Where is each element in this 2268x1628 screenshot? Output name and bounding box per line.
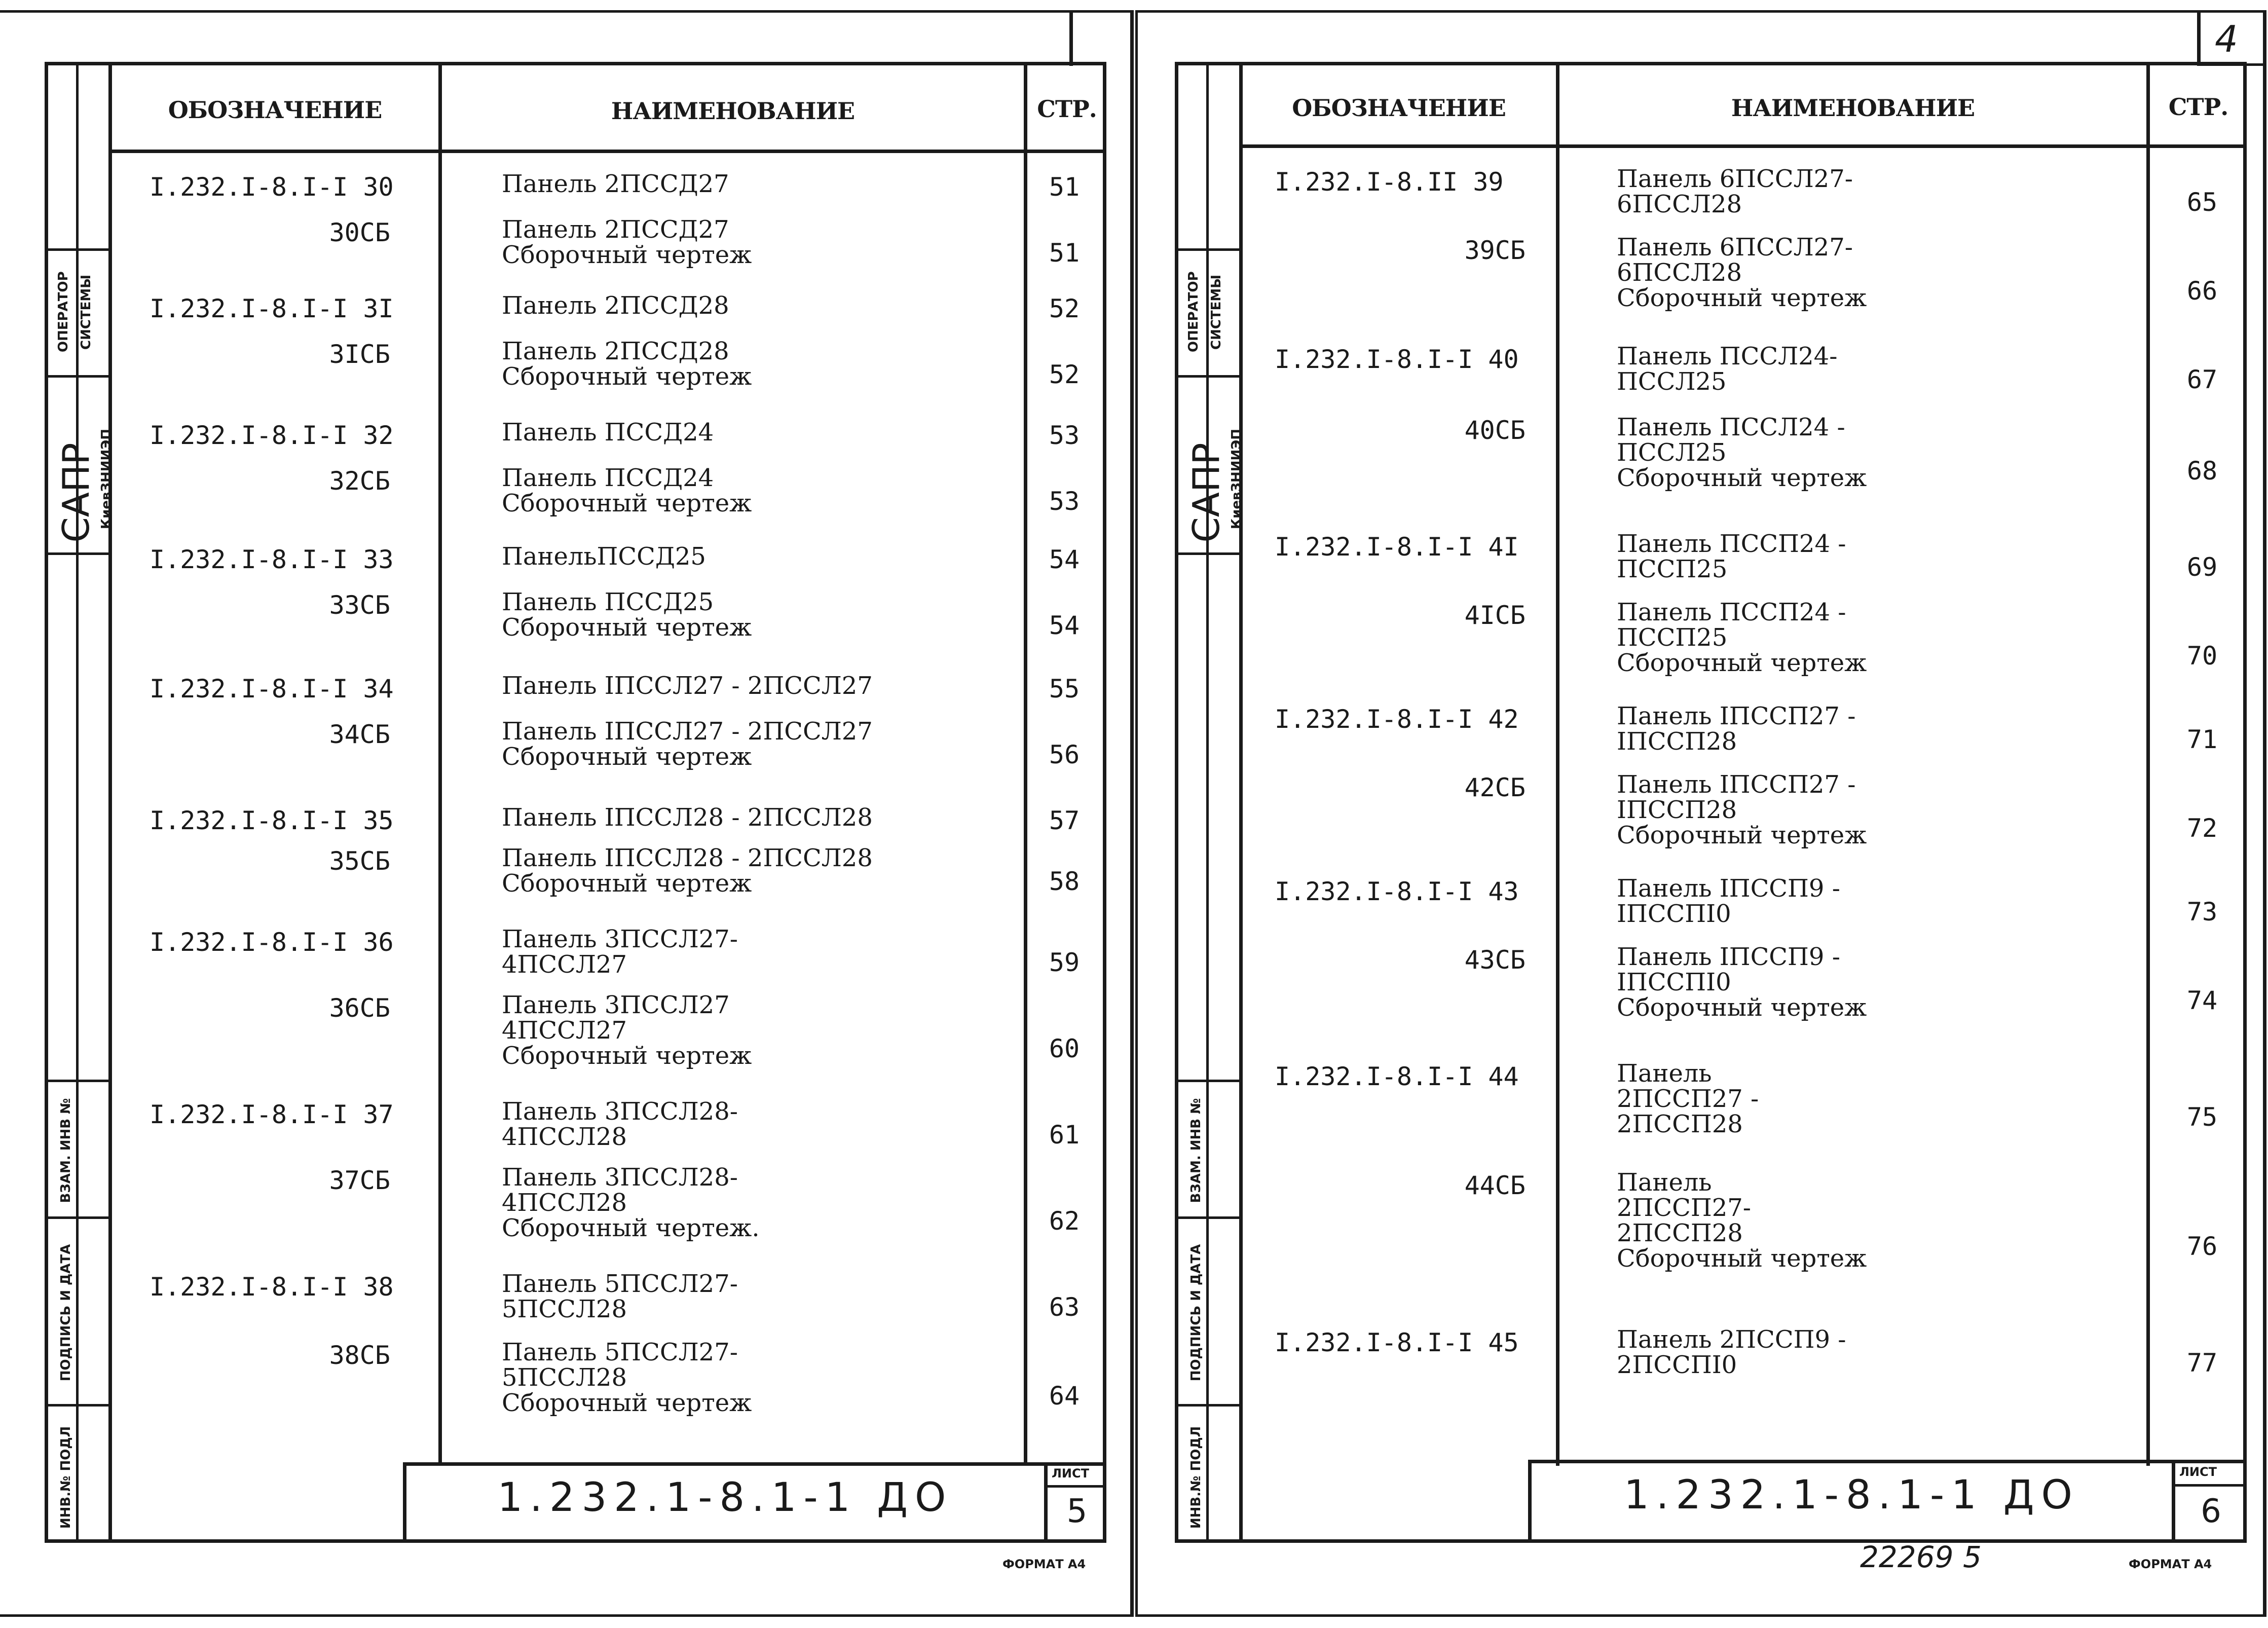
row-designation: I.232.I-8.I-I 42: [1275, 705, 1519, 734]
side-label-inv: ИНВ.№ ПОДЛ: [58, 1426, 73, 1529]
row-designation: 36СБ: [329, 993, 390, 1023]
row-designation: I.232.I-8.I-I 4I: [1275, 532, 1519, 562]
row-name: [502, 339, 752, 389]
row-name-line: Панель ПССЛ24 -: [1617, 413, 1845, 441]
row-name-line: ПССП25: [1617, 555, 1728, 583]
side-label-signature: ПОДПИСЬ И ДАТА: [1188, 1244, 1204, 1382]
row-designation: I.232.I-8.I-I 40: [1275, 345, 1519, 374]
row-page: 76: [2186, 1232, 2218, 1261]
row-designation: I.232.I-8.I-I 44: [1275, 1062, 1519, 1091]
row-name-line: IПССП28: [1617, 727, 1737, 756]
row-name-line: Панель 2ПССД28: [502, 291, 729, 320]
row-name-line: IПССП28: [1617, 796, 1737, 824]
row-page: 51: [1049, 172, 1080, 202]
row-page: 67: [2186, 365, 2218, 394]
row-name: [1617, 600, 1867, 676]
row-designation: 39СБ: [1464, 236, 1526, 265]
row-name-line: IПССПI0: [1617, 900, 1731, 928]
row-name: [502, 217, 752, 268]
row-designation: I.232.I-8.I-I 36: [150, 928, 394, 957]
row-name-line: Панель IПССП9 -: [1617, 874, 1840, 903]
row-page: 55: [1049, 674, 1080, 704]
row-name-line: Сборочный чертеж: [502, 1042, 752, 1070]
row-name: [1617, 1170, 1867, 1271]
row-page: 66: [2186, 276, 2218, 306]
row-name: [502, 1271, 738, 1322]
row-page: 53: [1049, 421, 1080, 450]
row-name-line: Панель IПССЛ27 - 2ПССЛ27: [502, 672, 873, 700]
row-page: 65: [2186, 188, 2218, 217]
row-page: 71: [2186, 725, 2218, 754]
stamp-designation: 1.232.1-8.1-1 ДО: [1624, 1472, 2079, 1518]
row-name: [1617, 166, 1853, 217]
row-designation: I.232.I-8.I-I 34: [150, 674, 394, 704]
row-name: [502, 544, 706, 569]
row-page: 74: [2186, 986, 2218, 1015]
row-name-line: Панель 6ПССЛ27-: [1617, 165, 1853, 193]
row-name-line: Сборочный чертеж: [502, 613, 752, 642]
side-label-vzam: ВЗАМ. ИНВ №: [1188, 1098, 1204, 1203]
row-name-line: Панель 2ПССД27: [502, 215, 729, 244]
row-designation: 35СБ: [329, 846, 390, 876]
side-label-operator: ОПЕРАТОР: [56, 271, 71, 352]
row-page: 75: [2186, 1102, 2218, 1132]
row-designation: 3IСБ: [329, 340, 390, 369]
row-name-line: Сборочный чертеж: [502, 1389, 752, 1417]
row-name-line: Панель ПССП24 -: [1617, 598, 1846, 626]
row-name-line: Сборочный чертеж: [502, 489, 752, 517]
row-name-line: Сборочный чертеж: [1617, 284, 1867, 312]
row-name: [502, 293, 729, 318]
row-name-line: Сборочный чертеж: [502, 743, 752, 771]
row-name: [1617, 876, 1840, 927]
row-name: [1617, 1061, 1759, 1137]
row-name: [502, 845, 873, 896]
row-name: [502, 927, 738, 977]
row-name: [502, 1165, 760, 1241]
side-label-sapr: САПР: [55, 442, 97, 543]
row-designation: I.232.I-8.I-I 35: [150, 806, 394, 835]
row-name-line: 2ПССП27-: [1617, 1194, 1752, 1222]
row-page: 69: [2186, 552, 2218, 582]
row-name-line: 2ПССП27 -: [1617, 1085, 1759, 1113]
header-designation: ОБОЗНАЧЕНИЕ: [168, 96, 382, 124]
handwritten-number: 22269 5: [1860, 1540, 1982, 1574]
row-page: 59: [1049, 948, 1080, 977]
row-name-line: Панель ПССП24 -: [1617, 530, 1846, 558]
row-name: [502, 589, 752, 640]
row-designation: 44СБ: [1464, 1171, 1526, 1200]
row-designation: I.232.I-8.II 39: [1275, 167, 1504, 197]
row-name-line: Панель 5ПССЛ27-: [502, 1270, 738, 1298]
row-page: 54: [1049, 611, 1080, 640]
row-page: 73: [2186, 897, 2218, 927]
row-page: 61: [1049, 1120, 1080, 1150]
row-name-line: Панель IПССП9 -: [1617, 943, 1840, 971]
row-designation: 34СБ: [329, 720, 390, 749]
row-designation: 38СБ: [329, 1341, 390, 1370]
row-name-line: Панель 2ПССП9 -: [1617, 1325, 1846, 1354]
row-name-line: Панель IПССЛ28 - 2ПССЛ28: [502, 803, 873, 832]
row-name-line: Панель IПССП27 -: [1617, 770, 1856, 799]
row-page: 54: [1049, 545, 1080, 574]
row-name-line: Панель 3ПССЛ28-: [502, 1097, 738, 1126]
row-name-line: Сборочный чертеж: [1617, 1244, 1867, 1273]
row-name: [1617, 344, 1837, 394]
row-name-line: Панель ПССД24: [502, 418, 714, 447]
row-designation: I.232.I-8.I-I 32: [150, 421, 394, 450]
header-page: СТР.: [2168, 93, 2228, 121]
row-designation: I.232.I-8.I-I 3I: [150, 294, 394, 323]
row-designation: 30СБ: [329, 218, 390, 247]
sheet-number: 5: [1066, 1493, 1088, 1530]
right-sheet: [1135, 0, 2268, 1628]
side-label-operator: ОПЕРАТОР: [1186, 271, 1201, 352]
row-name: [1617, 531, 1846, 582]
format-label: ФОРМАТ А4: [1002, 1557, 1086, 1571]
side-label-system: СИСТЕМЫ: [1209, 274, 1224, 350]
row-name-line: 5ПССЛ28: [502, 1295, 627, 1323]
row-name: [502, 805, 873, 830]
row-name-line: Панель: [1617, 1168, 1712, 1197]
row-designation: 43СБ: [1464, 945, 1526, 975]
side-label-org: КиевЗНИИЭП: [99, 428, 114, 530]
corner-page-number: 4: [2215, 18, 2238, 60]
row-page: 51: [1049, 238, 1080, 268]
row-designation: 33СБ: [329, 590, 390, 620]
row-name: [502, 465, 752, 516]
row-name-line: Сборочный чертеж.: [502, 1214, 760, 1242]
row-name: [502, 1099, 738, 1150]
row-name-line: 4ПССЛ27: [502, 1016, 627, 1045]
row-name: [1617, 235, 1867, 311]
sheet-label: ЛИСТ: [2179, 1465, 2217, 1479]
header-name: НАИМЕНОВАНИЕ: [1731, 94, 1975, 122]
row-name-line: Панель 2ПССД28: [502, 337, 729, 365]
row-name-line: 2ПССП28: [1617, 1110, 1743, 1138]
row-page: 52: [1049, 294, 1080, 323]
row-name-line: 6ПССЛ28: [1617, 258, 1742, 287]
side-label-org: КиевЗНИИЭП: [1229, 428, 1244, 530]
row-name: [1617, 415, 1867, 491]
sheet-label: ЛИСТ: [1052, 1466, 1090, 1481]
row-name-line: Панель 3ПССЛ27: [502, 991, 730, 1019]
row-name: [502, 1340, 752, 1416]
row-name: [1617, 1327, 1846, 1378]
row-name-line: Панель 2ПССД27: [502, 170, 729, 198]
row-designation: I.232.I-8.I-I 43: [1275, 877, 1519, 906]
side-label-inv: ИНВ.№ ПОДЛ: [1188, 1426, 1204, 1529]
header-designation: ОБОЗНАЧЕНИЕ: [1292, 94, 1506, 122]
row-page: 52: [1049, 360, 1080, 389]
row-name-line: 2ПССПI0: [1617, 1351, 1737, 1379]
stamp-designation: 1.232.1-8.1-1 ДО: [497, 1475, 953, 1521]
row-designation: 37СБ: [329, 1166, 390, 1195]
row-name-line: Сборочный чертеж: [1617, 821, 1867, 849]
row-name-line: ПанельПССД25: [502, 542, 706, 571]
row-name-line: Панель 3ПССЛ27-: [502, 925, 738, 953]
row-page: 62: [1049, 1206, 1080, 1236]
row-page: 57: [1049, 806, 1080, 835]
row-name-line: Панель ПССД24: [502, 464, 714, 492]
row-name-line: Панель: [1617, 1059, 1712, 1088]
row-name-line: Панель ПССД25: [502, 588, 714, 616]
row-name: [1617, 704, 1855, 754]
row-name-line: Сборочный чертеж: [502, 869, 752, 898]
side-label-vzam: ВЗАМ. ИНВ №: [58, 1098, 73, 1203]
side-label-sapr: САПР: [1185, 442, 1228, 543]
row-name-line: Сборочный чертеж: [1617, 649, 1867, 677]
row-name-line: Сборочный чертеж: [1617, 993, 1867, 1022]
row-name: [502, 719, 873, 769]
row-page: 77: [2186, 1348, 2218, 1378]
row-name-line: Панель IПССЛ28 - 2ПССЛ28: [502, 844, 873, 872]
row-name-line: ПССП25: [1617, 623, 1728, 652]
row-name-line: Сборочный чертеж: [502, 241, 752, 269]
row-designation: I.232.I-8.I-I 38: [150, 1272, 394, 1302]
row-name: [502, 420, 714, 445]
row-designation: 42СБ: [1464, 773, 1526, 802]
row-name-line: 4ПССЛ27: [502, 950, 627, 979]
row-page: 60: [1049, 1034, 1080, 1063]
side-label-system: СИСТЕМЫ: [79, 274, 94, 350]
row-page: 68: [2186, 456, 2218, 486]
row-name: [502, 992, 752, 1068]
row-name-line: Панель IПССП27 -: [1617, 702, 1856, 730]
row-name-line: Панель 6ПССЛ27-: [1617, 233, 1853, 262]
row-designation: I.232.I-8.I-I 45: [1275, 1328, 1519, 1357]
header-name: НАИМЕНОВАНИЕ: [611, 97, 855, 125]
row-name-line: IПССПI0: [1617, 968, 1731, 996]
sheet-number: 6: [2201, 1493, 2221, 1530]
row-designation: 4IСБ: [1464, 601, 1526, 630]
row-name-line: 4ПССЛ28: [502, 1189, 627, 1217]
row-name-line: 4ПССЛ28: [502, 1123, 627, 1151]
header-page: СТР.: [1037, 95, 1097, 123]
row-name: [502, 171, 729, 197]
row-designation: I.232.I-8.I-I 37: [150, 1100, 394, 1129]
row-name-line: ПССЛ25: [1617, 367, 1727, 396]
row-name-line: ПССЛ25: [1617, 438, 1727, 467]
row-name-line: Панель 3ПССЛ28-: [502, 1163, 738, 1192]
row-name: [1617, 944, 1867, 1020]
row-name-line: 5ПССЛ28: [502, 1363, 627, 1392]
row-page: 70: [2186, 641, 2218, 671]
row-designation: I.232.I-8.I-I 30: [150, 172, 394, 202]
side-label-signature: ПОДПИСЬ И ДАТА: [58, 1244, 73, 1382]
row-designation: 40СБ: [1464, 416, 1526, 445]
row-page: 56: [1049, 740, 1080, 769]
row-name-line: Сборочный чертеж: [1617, 464, 1867, 492]
row-name-line: 6ПССЛ28: [1617, 190, 1742, 218]
row-name-line: Панель 5ПССЛ27-: [502, 1338, 738, 1366]
row-designation: I.232.I-8.I-I 33: [150, 545, 394, 574]
row-name-line: Панель ПССЛ24-: [1617, 342, 1838, 371]
row-name-line: 2ПССП28: [1617, 1219, 1743, 1247]
row-page: 53: [1049, 487, 1080, 516]
row-name-line: Сборочный чертеж: [502, 362, 752, 391]
format-label: ФОРМАТ А4: [2129, 1557, 2212, 1571]
row-page: 58: [1049, 867, 1080, 896]
row-page: 64: [1049, 1381, 1080, 1411]
row-designation: 32СБ: [329, 466, 390, 496]
row-name: [1617, 772, 1867, 848]
row-name-line: Панель IПССЛ27 - 2ПССЛ27: [502, 717, 873, 746]
row-page: 72: [2186, 813, 2218, 843]
row-name: [502, 673, 873, 698]
row-page: 63: [1049, 1292, 1080, 1322]
